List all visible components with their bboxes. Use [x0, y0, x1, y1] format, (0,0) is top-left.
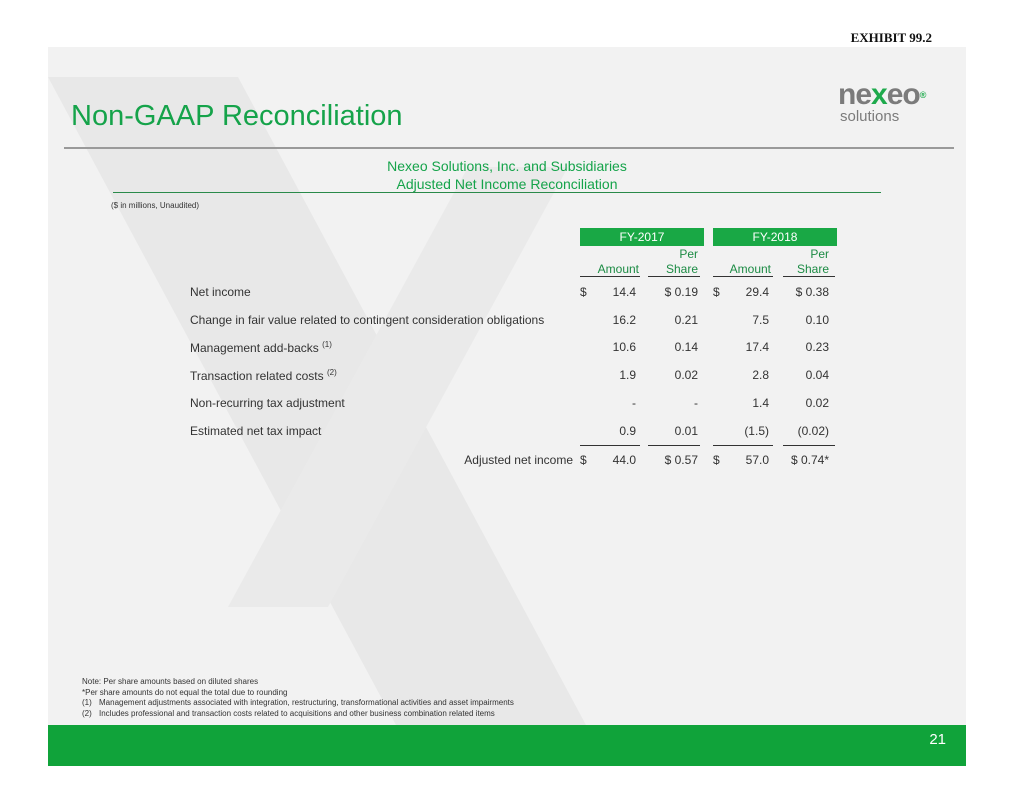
row-label: [190, 396, 345, 410]
cell-value: (1.5): [744, 424, 769, 438]
page-title: Non-GAAP Reconciliation: [71, 100, 403, 132]
table-cell: [648, 396, 698, 410]
units-note: ($ in millions, Unaudited): [111, 201, 200, 210]
footer-bar: [48, 725, 966, 766]
col-underline: [783, 276, 835, 277]
footnote-1: (1) Management adjustments associated with integration, restructuring, transformational activities and asset impairments: [82, 698, 514, 707]
row-label-text: Net income: [190, 285, 251, 299]
currency-symbol: $: [713, 453, 720, 467]
cell-value: 0.21: [674, 313, 698, 327]
cell-value: 2.8: [752, 368, 769, 382]
row-label-text: Non-recurring tax adjustment: [190, 396, 345, 410]
col-header-per-fy2018: Per: [810, 247, 829, 261]
footnotes: [82, 677, 514, 719]
period-header-fy2018: FY-2018: [713, 228, 837, 246]
cell-value: $ 0.19: [664, 285, 698, 299]
table-cell: [768, 285, 829, 299]
cell-value: 44.0: [612, 453, 636, 467]
cell-value: $ 0.38: [795, 285, 829, 299]
cell-value: 10.6: [612, 340, 636, 354]
table-cell: [713, 368, 769, 382]
footnote-marker: (1): [322, 340, 332, 349]
table-cell: [580, 368, 636, 382]
total-rule: [713, 445, 773, 446]
currency-symbol: $: [580, 453, 587, 467]
col-underline: [648, 276, 700, 277]
total-rule: [580, 445, 640, 446]
cell-value: $ 0.57: [664, 453, 698, 467]
cell-value: 1.9: [619, 368, 636, 382]
cell-value: 0.10: [805, 313, 829, 327]
col-header-amount-fy2017: Amount: [597, 262, 639, 276]
title-divider: [64, 147, 954, 149]
cell-value: -: [632, 396, 636, 410]
table-cell: [648, 424, 698, 438]
table-cell: [580, 313, 636, 327]
page-number: 21: [929, 731, 946, 748]
company-subtitle: Nexeo Solutions, Inc. and Subsidiaries: [387, 158, 627, 174]
period-header-fy2017: FY-2017: [580, 228, 704, 246]
table-cell: [648, 285, 698, 299]
total-cell: [768, 453, 829, 467]
row-label: [190, 285, 251, 299]
table-cell: [580, 396, 636, 410]
col-header-share-fy2017: Share: [665, 262, 698, 276]
cell-value: 14.4: [612, 285, 636, 299]
col-header-amount-fy2018: Amount: [729, 262, 771, 276]
cell-value: -: [694, 396, 698, 410]
cell-value: (0.02): [797, 424, 829, 438]
table-cell: [713, 396, 769, 410]
row-label: [190, 340, 332, 355]
cell-value: 57.0: [745, 453, 769, 467]
table-cell: [768, 340, 829, 354]
total-rule: [648, 445, 700, 446]
cell-value: $ 0.74*: [790, 453, 829, 467]
report-subtitle: Adjusted Net Income Reconciliation: [396, 176, 618, 192]
table-cell: [580, 424, 636, 438]
cell-value: 0.02: [805, 396, 829, 410]
row-label-text: Transaction related costs: [190, 369, 324, 383]
total-rule: [783, 445, 835, 446]
table-cell: [648, 368, 698, 382]
cell-value: 17.4: [745, 340, 769, 354]
currency-symbol: $: [713, 285, 720, 299]
row-label: [190, 313, 544, 327]
table-cell: [580, 340, 636, 354]
footnote-marker: (2): [326, 368, 337, 377]
table-cell: [768, 313, 829, 327]
row-label-text: Estimated net tax impact: [190, 424, 322, 438]
table-cell: [648, 313, 698, 327]
company-logo: nexeo® solutions: [838, 78, 926, 125]
cell-value: 0.01: [674, 424, 698, 438]
row-label-text: Change in fair value related to contingent consideration obligations: [190, 313, 545, 327]
subtitle-divider: [113, 192, 881, 193]
cell-value: 29.4: [745, 285, 769, 299]
table-cell: [713, 313, 769, 327]
cell-value: 7.5: [752, 313, 769, 327]
note-diluted: Note: Per share amounts based on diluted shares: [82, 677, 259, 686]
note-rounding: *Per share amounts do not equal the total due to rounding: [82, 687, 288, 697]
exhibit-label: EXHIBIT 99.2: [850, 30, 932, 45]
cell-value: 16.2: [612, 313, 636, 327]
col-header-share-fy2018: Share: [796, 262, 829, 276]
table-cell: [648, 340, 698, 354]
row-label-text: Management add-backs: [190, 341, 319, 355]
currency-symbol: $: [580, 285, 587, 299]
table-cell: [768, 396, 829, 410]
total-row-label: Adjusted net income: [464, 453, 573, 467]
total-cell: [648, 453, 698, 467]
table-cell: [768, 424, 829, 438]
cell-value: 0.14: [674, 340, 698, 354]
col-header-per-fy2017: Per: [679, 247, 698, 261]
table-cell: [713, 285, 769, 299]
cell-value: 0.04: [805, 368, 829, 382]
table-cell: [580, 285, 636, 299]
table-cell: [713, 340, 769, 354]
row-label: [190, 424, 321, 438]
slide: [48, 47, 966, 766]
row-label: [190, 368, 337, 383]
cell-value: 0.23: [805, 340, 829, 354]
cell-value: 1.4: [752, 396, 769, 410]
total-cell: [580, 453, 636, 467]
col-underline: [713, 276, 773, 277]
cell-value: 0.9: [619, 424, 636, 438]
footnote-2: (2) Includes professional and transaction costs related to acquisitions and other business combination related items: [82, 708, 495, 718]
col-underline: [580, 276, 640, 277]
table-cell: [768, 368, 829, 382]
total-cell: [713, 453, 769, 467]
cell-value: 0.02: [674, 368, 698, 382]
table-cell: [713, 424, 769, 438]
